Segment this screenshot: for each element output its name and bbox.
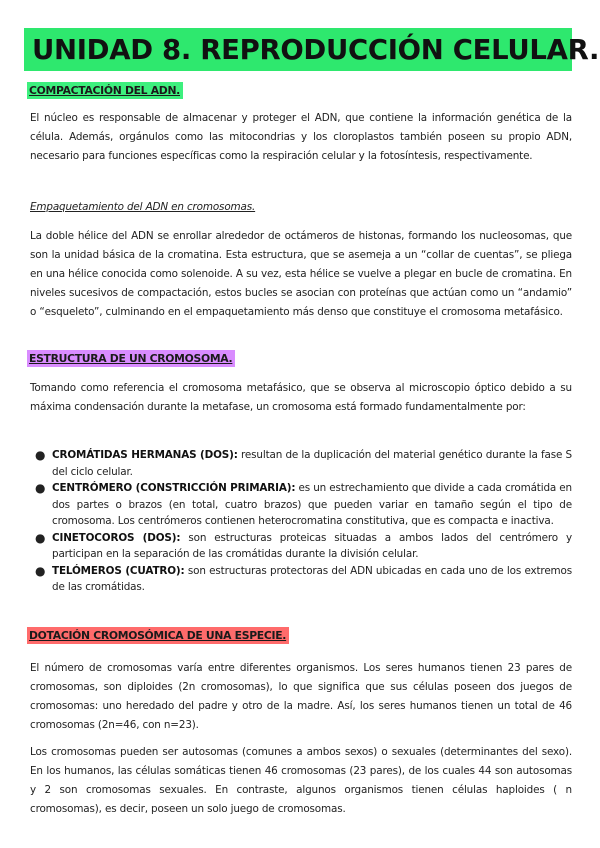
list-item — [30, 563, 572, 596]
list-item — [30, 447, 572, 480]
paragraph-nucleo: El núcleo es responsable de almacenar y proteger el ADN, que contiene la información genética de la célula. Además, orgánulos como las mitocondrias y los cloroplastos también poseen su propio ADN, necesario para funciones específicas como la respiración celular y la fotosíntesis, respectivamente. — [30, 112, 572, 162]
list-item-term: CROMÁTIDAS HERMANAS (DOS): — [52, 449, 238, 461]
list-item-term: CENTRÓMERO (CONSTRICCIÓN PRIMARIA): — [52, 482, 296, 494]
bullet-icon: ● — [35, 530, 46, 545]
chromosome-parts-list — [30, 447, 572, 596]
list-item — [30, 530, 572, 563]
list-item-text: resultan de la duplicación del material genético durante la fase S del ciclo celular. — [52, 449, 573, 478]
list-item-text: es un estrechamiento que divide a cada cromátida en dos partes o brazos (en total, cuatro brazos) que pueden variar en tamaño según el tipo de cromosoma. Los centrómeros contienen heterocromatina constitutiva, que es compacta e inactiva. — [52, 482, 572, 527]
section-heading-estructura: ESTRUCTURA DE UN CROMOSOMA. — [27, 350, 235, 367]
bullet-icon: ● — [35, 563, 46, 578]
section-heading-dotacion: DOTACIÓN CROMOSÓMICA DE UNA ESPECIE. — [27, 627, 289, 644]
bullet-icon: ● — [35, 481, 46, 495]
paragraph-cromosoma-intro: Tomando como referencia el cromosoma metafásico, que se observa al microscopio óptico debido a su máxima condensación durante la metafase, un cromosoma está formado fundamentalmente por: — [30, 382, 572, 413]
subheading-empaquetamiento: Empaquetamiento del ADN en cromosomas. — [30, 201, 256, 213]
list-item-text: son estructuras proteicas situadas a ambos lados del centrómero y participan en la separación de las cromátidas durante la división celular. — [52, 531, 572, 560]
paragraph-doble-helice: La doble hélice del ADN se enrollar alrededor de octámeros de histonas, formando los nucleosomas, que son la unidad básica de la cromatina. Esta estructura, que se asemeja a un “collar de cuentas”, se pliega en una hélice conocida como solenoide. A su vez, esta hélice se vuelve a plegar en bucle de cromatina. En niveles sucesivos de compactación, estos bucles se asocian con proteínas que actúan como un “andamio” o “esqueleto”, culminando en el empaquetamiento más denso que constituye el cromosoma metafásico. — [30, 230, 572, 318]
bullet-icon: ● — [35, 448, 46, 462]
list-item — [30, 480, 572, 530]
section-heading-compactacion: COMPACTACIÓN DEL ADN. — [27, 82, 183, 99]
list-item-term: CINETOCOROS (DOS): — [52, 531, 181, 544]
page-title: UNIDAD 8. REPRODUCCIÓN CELULAR. — [32, 34, 600, 66]
list-item-text: son estructuras protectoras del ADN ubicadas en cada uno de los extremos de las cromátidas. — [52, 564, 572, 593]
list-item-term: TELÓMEROS (CUATRO): — [52, 564, 185, 577]
paragraph-numero-cromosomas: El número de cromosomas varía entre diferentes organismos. Los seres humanos tienen 23 pares de cromosomas, son diploides (2n cromosomas), lo que significa que sus células poseen dos juegos de cromosomas: uno heredado del padre y otro de la madre. Así, los seres humanos tienen un total de 46 cromosomas (2n=46, con n=23). — [30, 662, 572, 731]
paragraph-autosomas: Los cromosomas pueden ser autosomas (comunes a ambos sexos) o sexuales (determinantes del sexo). En los humanos, las células somáticas tienen 46 cromosomas (23 pares), de los cuales 44 son autosomas y 2 son cromosomas sexuales. En contraste, algunos organismos tienen células haploides ( n cromosomas), es decir, poseen un solo juego de cromosomas. — [30, 746, 572, 815]
